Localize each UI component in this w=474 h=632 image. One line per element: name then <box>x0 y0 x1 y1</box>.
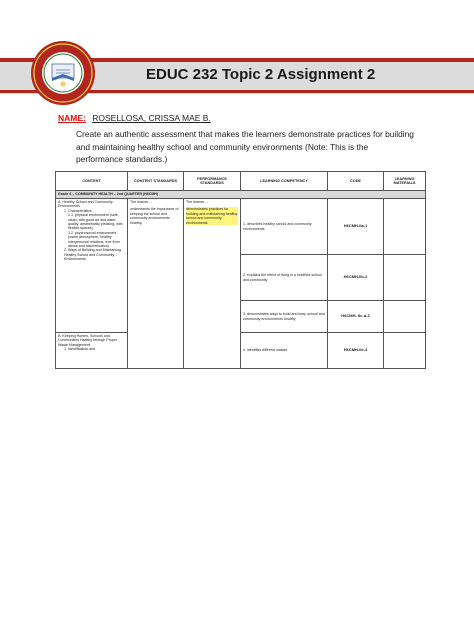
materials-1 <box>384 199 426 255</box>
content-b: B. Keeping Homes, Schools and Communities Healthy through Proper Waste Management <box>58 334 118 347</box>
performance-standards-cell <box>184 199 241 369</box>
header-performance-standards: PERFORMANCE STANDARDS <box>184 172 241 191</box>
perf-std-text: demonstrates practices for building and maintaining healthy school and community environments <box>186 207 238 225</box>
header-learning-competency: LEARNING COMPETENCY <box>241 172 328 191</box>
content-a12: 1.2. psychosocial environment (warm atmosphere, healthy interpersonal relations, free from abuse and discrimination) <box>68 230 120 249</box>
table-row <box>56 199 426 255</box>
header-learning-materials: LEARNING MATERIALS <box>384 172 426 191</box>
table-header-row <box>56 172 426 191</box>
assignment-instruction: Create an authentic assessment that makes the learners demonstrate practices for building and maintaining healthy school and community environments (Note: This is the performance standards.) <box>76 129 414 164</box>
content-standards-cell <box>128 199 184 369</box>
student-name-row <box>58 113 211 123</box>
table-row <box>56 333 426 369</box>
content-std-lead: The learner… <box>130 200 152 204</box>
materials-2 <box>384 255 426 301</box>
content-cell-a <box>56 199 128 333</box>
page-title: EDUC 232 Topic 2 Assignment 2 <box>146 66 376 83</box>
name-label: NAME: <box>58 113 86 123</box>
code-2: H6CMH-IIb-2 <box>328 255 384 301</box>
content-cell-b <box>56 333 128 369</box>
materials-4 <box>384 333 426 369</box>
curriculum-table-image <box>55 171 425 379</box>
competency-2: 2. explains the effect of living in a healthful school and community <box>241 255 328 301</box>
content-b1: 1. Identification and <box>64 347 96 352</box>
content-a: A. Healthy School and Community Environments <box>58 200 113 209</box>
curriculum-table <box>55 171 426 369</box>
grade-row <box>56 191 426 199</box>
header-code: CODE <box>328 172 384 191</box>
code-1: H6CMH-IIa-1 <box>328 199 384 255</box>
competency-1: 1. describes healthy school and community environments <box>241 199 328 255</box>
competency-4: 4. identifies different wastes <box>241 333 328 369</box>
header-content: CONTENT <box>56 172 128 191</box>
header-content-standards: CONTENT STANDARDS <box>128 172 184 191</box>
content-a11: 1.1. physical environment (safe, clean, with good air and water quality, aesthetically pleasing, with flexible spaces) <box>68 213 123 231</box>
perf-std-lead: The learner… <box>186 200 208 204</box>
materials-3 <box>384 301 426 333</box>
content-std-text: understands the importance of keeping the school and community environments healthy. <box>130 207 179 225</box>
code-4: H6CMH-IIe-4 <box>328 333 384 369</box>
name-value: ROSELLOSA, CRISSA MAE B. <box>92 113 211 123</box>
competency-3: 3. demonstrates ways to build and keep school and community environments healthy <box>241 301 328 333</box>
university-seal-icon <box>30 40 96 106</box>
content-a1: 1. Characteristics <box>64 208 92 213</box>
grade-label: Grade 6 – COMMUNITY HEALTH – 2nd QUARTER (H6CMH) <box>56 191 426 199</box>
content-a2: 2. Ways of Building and Maintaining Healthy School and Community Environments <box>64 248 121 262</box>
code-3: H6CMH- IIc-d-3 <box>328 301 384 333</box>
